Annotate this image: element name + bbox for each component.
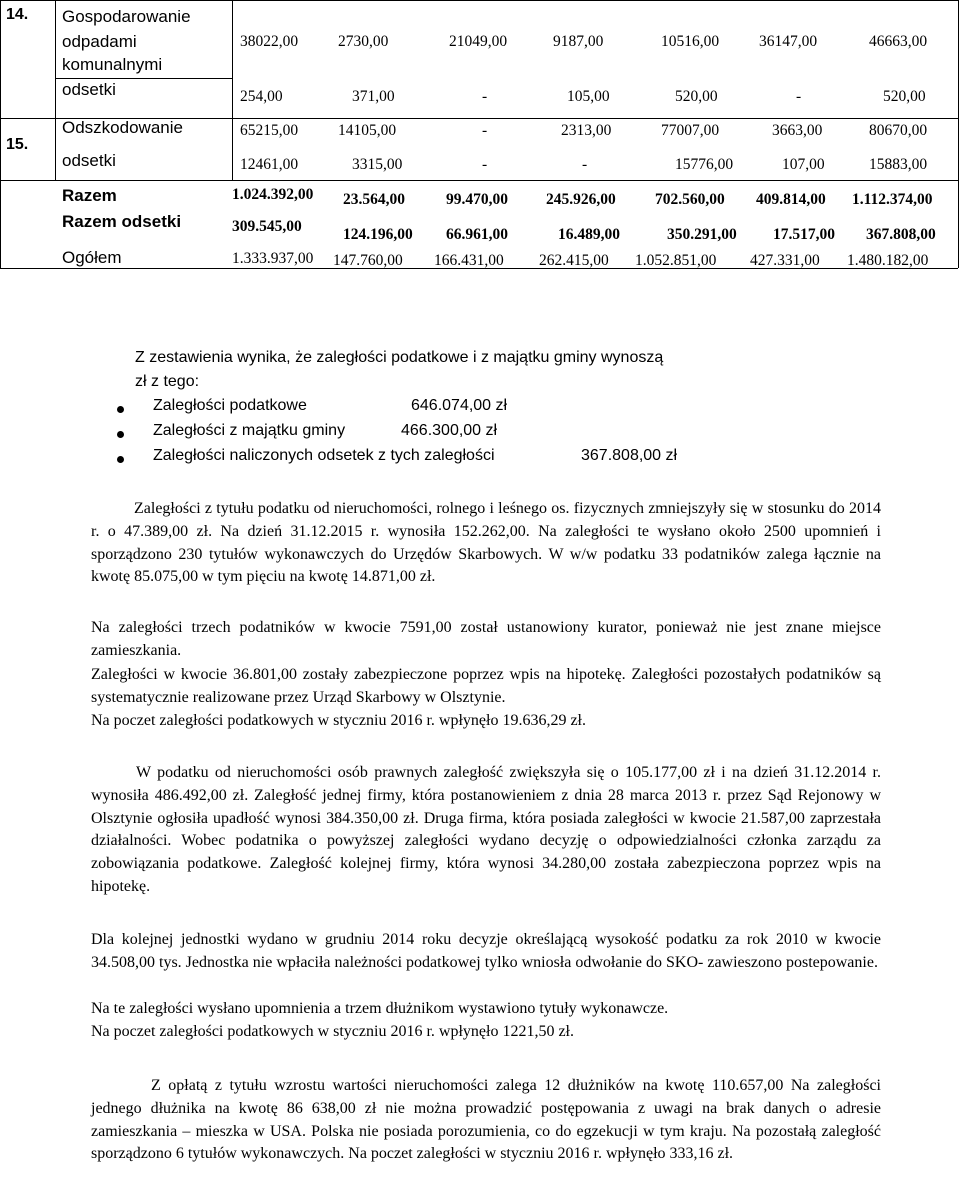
row-number-14: 14. xyxy=(6,6,29,23)
razem-odsetki-value-4: 16.489,00 xyxy=(558,226,620,243)
ogolem-value-7: 1.480.182,00 xyxy=(847,252,929,269)
row15-value-1: 65215,00 xyxy=(240,122,299,139)
row14-odsetki-value-1: 254,00 xyxy=(240,88,283,105)
paragraph-3: Zaległości w kwocie 36.801,00 zostały zabezpieczone poprzez wpis na hipotekę. Zaległości pozostałych podatników są systematycznie realizowane przez Urząd Skarbowy w Olsztynie. xyxy=(91,666,881,706)
row15-odsetki-value-3: - xyxy=(482,156,488,173)
summary-intro-line1: Z zestawienia wynika, że zaległości podatkowe i z majątku gminy wynoszą xyxy=(135,349,664,366)
row14-value-6: 36147,00 xyxy=(759,33,818,50)
row14-value-4: 9187,00 xyxy=(553,33,604,50)
row15-value-4: 2313,00 xyxy=(561,122,612,139)
razem-value-2: 23.564,00 xyxy=(343,191,405,208)
razem-value-3: 99.470,00 xyxy=(446,191,508,208)
row15-value-7: 80670,00 xyxy=(869,122,928,139)
row15-value-6: 3663,00 xyxy=(772,122,823,139)
row15-label: Odszkodowanie xyxy=(62,118,183,137)
row15-odsetki-value-5: 15776,00 xyxy=(675,156,734,173)
razem-label: Razem xyxy=(62,186,117,205)
summary-intro-line2: zł z tego: xyxy=(135,373,200,390)
row14-odsetki-value-7: 520,00 xyxy=(883,88,926,105)
row15-value-3: - xyxy=(482,122,488,139)
ogolem-value-1: 1.333.937,00 xyxy=(232,250,314,267)
paragraph-5: W podatku od nieruchomości osób prawnych zaległość zwiększyła się o 105.177,00 zł i na dzień 31.12.2014 r. wynosiła 486.492,00 zł. Zaległość jednej firmy, która postanowieniem z dnia 28 marca 2013 r. przez Sąd Rejonowy w Olsztynie ogłosiła upadłość wynosi 384.350,00 zł. Druga firma, która posiada zaległości w kwocie 21.587,00 zaprzestała działalności. Wobec podatnika o powyższej zaległości wydano decyzję o odpowiedzialności członka zarządu za zobowiązania podatkowe. Zaległość kolejnej firmy, która wynosi 34.280,00 została zabezpieczona poprzez wpis na hipotekę. xyxy=(91,764,881,895)
row14-odsetki-value-2: 371,00 xyxy=(352,88,395,105)
razem-odsetki-value-7: 367.808,00 xyxy=(866,226,936,243)
bullet-icon xyxy=(117,431,124,438)
row15-value-5: 77007,00 xyxy=(661,122,720,139)
razem-value-1: 1.024.392,00 xyxy=(232,186,314,203)
row14-label-line3: komunalnymi xyxy=(62,55,163,74)
razem-value-7: 1.112.374,00 xyxy=(852,191,933,208)
razem-odsetki-value-5: 350.291,00 xyxy=(667,226,737,243)
row15-value-2: 14105,00 xyxy=(338,122,397,139)
row14-value-2: 2730,00 xyxy=(338,33,389,50)
row14-odsetki-value-6: - xyxy=(796,88,802,105)
razem-value-6: 409.814,00 xyxy=(756,191,826,208)
razem-odsetki-value-3: 66.961,00 xyxy=(446,226,508,243)
razem-odsetki-value-6: 17.517,00 xyxy=(773,226,835,243)
row14-value-1: 38022,00 xyxy=(240,33,299,50)
ogolem-label: Ogółem xyxy=(62,248,122,267)
row15-odsetki-label: odsetki xyxy=(62,151,116,170)
row14-value-7: 46663,00 xyxy=(869,33,928,50)
row14-value-3: 21049,00 xyxy=(449,33,508,50)
paragraph-4: Na poczet zaległości podatkowych w styczniu 2016 r. wpłynęło 19.636,29 zł. xyxy=(91,712,586,729)
row15-odsetki-value-7: 15883,00 xyxy=(869,156,928,173)
razem-value-5: 702.560,00 xyxy=(655,191,725,208)
ogolem-value-2: 147.760,00 xyxy=(333,252,403,269)
ogolem-value-5: 1.052.851,00 xyxy=(635,252,717,269)
summary-item-label-3: Zaległości naliczonych odsetek z tych zaległości xyxy=(153,447,495,464)
row14-odsetki-value-5: 520,00 xyxy=(675,88,718,105)
row14-odsetki-value-4: 105,00 xyxy=(567,88,610,105)
paragraph-7: Na te zaległości wysłano upomnienia a trzem dłużnikom wystawiono tytuły wykonawcze. xyxy=(91,1000,669,1017)
summary-item-label-1: Zaległości podatkowe xyxy=(153,397,307,414)
summary-item-value-1: 646.074,00 zł xyxy=(411,397,508,414)
row15-odsetki-value-6: 107,00 xyxy=(782,156,825,173)
row14-label-line1: Gospodarowanie xyxy=(62,7,191,26)
paragraph-1: Zaległości z tytułu podatku od nieruchomości, rolnego i leśnego os. fizycznych zmniejszyły się w stosunku do 2014 r. o 47.389,00 zł. Na dzień 31.12.2015 r. wynosiła 152.262,00. Na zaległości te wysłano około 2500 upomnień i sporządzono 230 tytułów wykonawczych do Urzędów Skarbowych. W w/w podatku 33 podatników zalega łącznie na kwotę 85.075,00 w tym pięciu na kwotę 14.871,00 zł. xyxy=(91,500,881,586)
summary-item-value-2: 466.300,00 zł xyxy=(401,422,498,439)
ogolem-value-6: 427.331,00 xyxy=(750,252,820,269)
row15-odsetki-value-1: 12461,00 xyxy=(240,156,299,173)
summary-item-value-3: 367.808,00 zł xyxy=(581,447,678,464)
bullet-icon xyxy=(117,406,124,413)
summary-item-label-2: Zaległości z majątku gminy xyxy=(153,422,346,439)
row15-odsetki-value-2: 3315,00 xyxy=(352,156,403,173)
paragraph-2: Na zaległości trzech podatników w kwocie 7591,00 został ustanowiony kurator, ponieważ nie jest znane miejsce zamieszkania. xyxy=(91,619,881,659)
ogolem-value-3: 166.431,00 xyxy=(434,252,504,269)
row-number-15: 15. xyxy=(6,136,29,153)
row15-odsetki-value-4: - xyxy=(582,156,588,173)
ogolem-value-4: 262.415,00 xyxy=(539,252,609,269)
razem-odsetki-value-1: 309.545,00 xyxy=(232,218,302,235)
paragraph-9: Z opłatą z tytułu wzrostu wartości nieruchomości zalega 12 dłużników na kwotę 110.657,00 Na zaległości jednego dłużnika na kwotę 86 638,00 zł nie można prowadzić postępowania z uwagi na brak danych o adresie zamieszkania – mieszka w USA. Polska nie posiada porozumienia, co do egzekucji w tym kraju. Na pozostałą zaległość sporządzono 6 tytułów wykonawczych. Na poczet zaległości w styczniu 2016 r. wpłynęło 333,16 zł. xyxy=(91,1077,881,1163)
paragraph-6: Dla kolejnej jednostki wydano w grudniu 2014 roku decyzje określającą wysokość podatku za rok 2010 w kwocie 34.508,00 tys. Jednostka nie wpłaciła należności podatkowej tylko wniosła odwołanie do SKO- zawieszono postepowanie. xyxy=(91,931,881,971)
paragraph-8: Na poczet zaległości podatkowych w styczniu 2016 r. wpłynęło 1221,50 zł. xyxy=(91,1023,574,1040)
razem-value-4: 245.926,00 xyxy=(546,191,616,208)
row14-label-line2: odpadami xyxy=(62,32,137,51)
razem-odsetki-label: Razem odsetki xyxy=(62,212,182,231)
row14-odsetki-label: odsetki xyxy=(62,80,116,99)
razem-odsetki-value-2: 124.196,00 xyxy=(343,226,413,243)
row14-value-5: 10516,00 xyxy=(661,33,720,50)
row14-odsetki-value-3: - xyxy=(482,88,488,105)
bullet-icon xyxy=(117,456,124,463)
